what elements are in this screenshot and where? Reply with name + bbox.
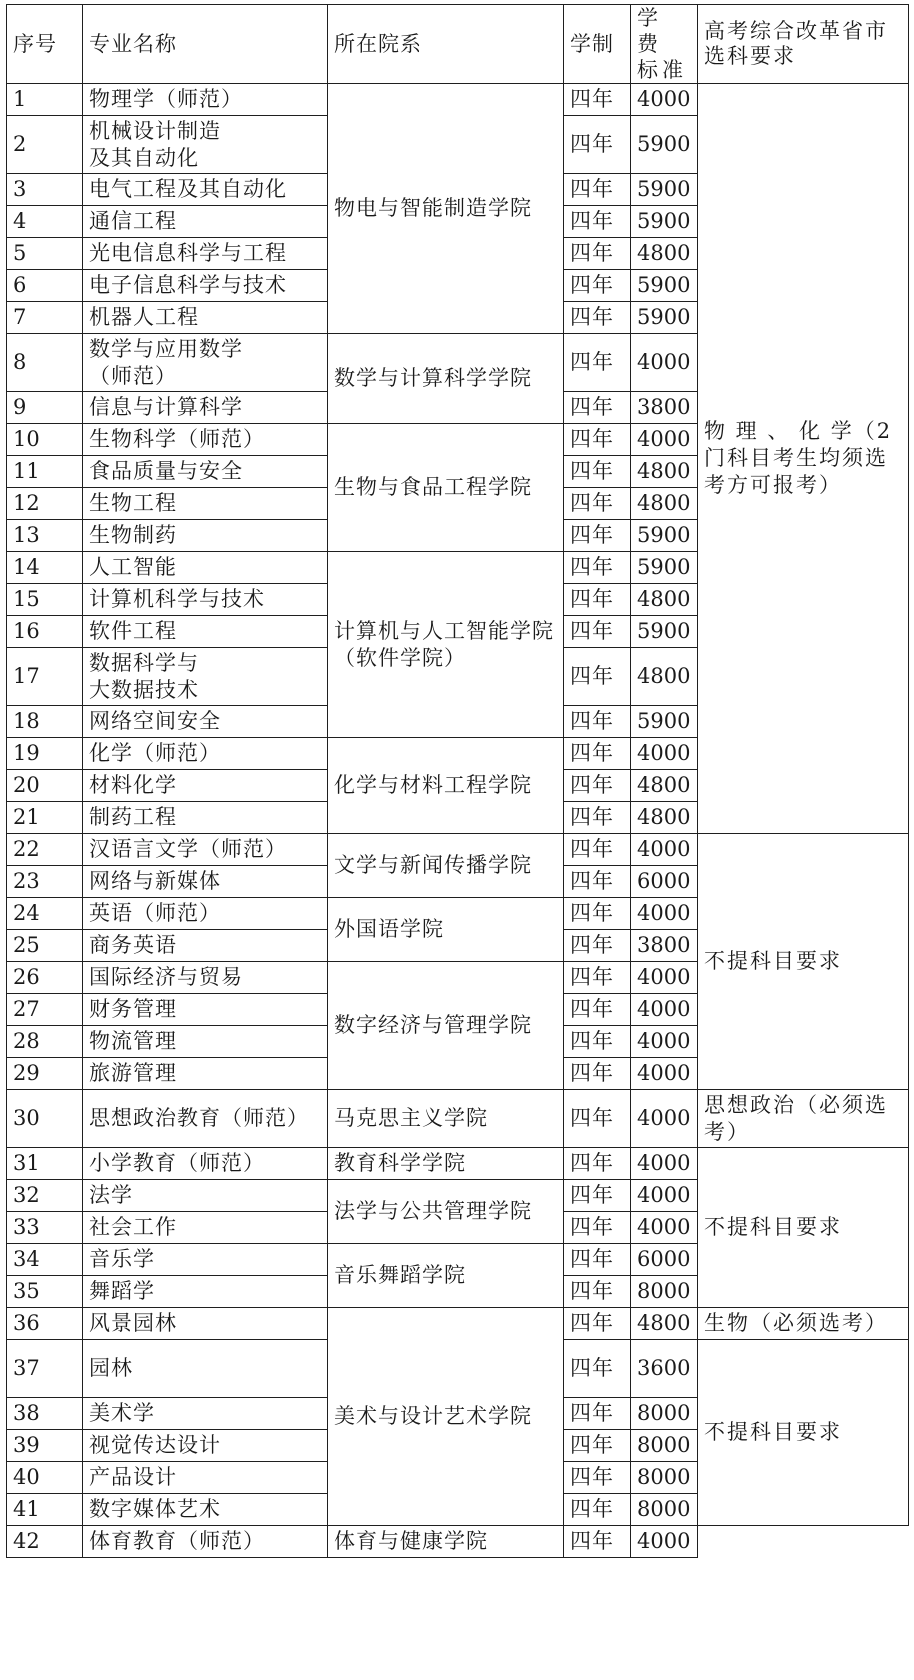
fee-cell: 5900 xyxy=(631,706,698,738)
seq-cell: 29 xyxy=(7,1058,83,1090)
requirement-cell: 不提科目要求 xyxy=(698,1340,909,1526)
major-cell: 食品质量与安全 xyxy=(83,456,328,488)
major-cell: 风景园林 xyxy=(83,1308,328,1340)
dept-cell: 美术与设计艺术学院 xyxy=(328,1308,564,1526)
duration-cell: 四年 xyxy=(564,424,631,456)
header-row xyxy=(7,5,909,84)
fee-cell: 5900 xyxy=(631,552,698,584)
duration-cell: 四年 xyxy=(564,302,631,334)
major-cell: 信息与计算科学 xyxy=(83,392,328,424)
fee-cell: 4000 xyxy=(631,962,698,994)
fee-cell: 5900 xyxy=(631,174,698,206)
major-cell: 网络与新媒体 xyxy=(83,866,328,898)
duration-cell: 四年 xyxy=(564,1340,631,1398)
fee-cell: 4800 xyxy=(631,238,698,270)
major-cell: 物理学（师范） xyxy=(83,84,328,116)
dept-cell: 体育与健康学院 xyxy=(328,1526,564,1558)
duration-cell: 四年 xyxy=(564,1494,631,1526)
seq-cell: 15 xyxy=(7,584,83,616)
fee-cell: 4000 xyxy=(631,1148,698,1180)
major-cell: 通信工程 xyxy=(83,206,328,238)
duration-cell: 四年 xyxy=(564,1430,631,1462)
table-row xyxy=(7,1526,909,1558)
seq-cell: 1 xyxy=(7,84,83,116)
fee-cell: 4000 xyxy=(631,1090,698,1148)
table-row xyxy=(7,84,909,116)
header-duration: 学制 xyxy=(564,5,631,84)
fee-cell: 5900 xyxy=(631,616,698,648)
fee-cell: 4000 xyxy=(631,84,698,116)
fee-cell: 4000 xyxy=(631,1212,698,1244)
fee-cell: 8000 xyxy=(631,1430,698,1462)
duration-cell: 四年 xyxy=(564,1148,631,1180)
major-cell: 数字媒体艺术 xyxy=(83,1494,328,1526)
fee-cell: 4000 xyxy=(631,738,698,770)
seq-cell: 9 xyxy=(7,392,83,424)
duration-cell: 四年 xyxy=(564,1090,631,1148)
seq-cell: 3 xyxy=(7,174,83,206)
duration-cell: 四年 xyxy=(564,648,631,706)
fee-cell: 4800 xyxy=(631,1308,698,1340)
seq-cell: 23 xyxy=(7,866,83,898)
fee-cell: 8000 xyxy=(631,1494,698,1526)
major-cell: 生物工程 xyxy=(83,488,328,520)
dept-cell: 文学与新闻传播学院 xyxy=(328,834,564,898)
majors-table xyxy=(6,4,909,1558)
major-cell: 软件工程 xyxy=(83,616,328,648)
seq-cell: 35 xyxy=(7,1276,83,1308)
header-seq: 序号 xyxy=(7,5,83,84)
fee-cell: 5900 xyxy=(631,116,698,174)
seq-cell: 18 xyxy=(7,706,83,738)
seq-cell: 37 xyxy=(7,1340,83,1398)
duration-cell: 四年 xyxy=(564,834,631,866)
major-cell: 生物制药 xyxy=(83,520,328,552)
dept-cell: 音乐舞蹈学院 xyxy=(328,1244,564,1308)
duration-cell: 四年 xyxy=(564,392,631,424)
duration-cell: 四年 xyxy=(564,584,631,616)
fee-cell: 4000 xyxy=(631,994,698,1026)
header-fee: 学 费 标准 xyxy=(631,5,698,84)
fee-cell: 3600 xyxy=(631,1340,698,1398)
fee-cell: 5900 xyxy=(631,302,698,334)
fee-cell: 6000 xyxy=(631,1244,698,1276)
requirement-cell: 生物（必须选考） xyxy=(698,1308,909,1340)
major-cell: 人工智能 xyxy=(83,552,328,584)
major-cell: 财务管理 xyxy=(83,994,328,1026)
fee-cell: 8000 xyxy=(631,1398,698,1430)
seq-cell: 40 xyxy=(7,1462,83,1494)
duration-cell: 四年 xyxy=(564,1308,631,1340)
fee-cell: 5900 xyxy=(631,270,698,302)
major-cell: 园林 xyxy=(83,1340,328,1398)
duration-cell: 四年 xyxy=(564,802,631,834)
duration-cell: 四年 xyxy=(564,270,631,302)
duration-cell: 四年 xyxy=(564,552,631,584)
major-cell: 数据科学与 大数据技术 xyxy=(83,648,328,706)
seq-cell: 26 xyxy=(7,962,83,994)
fee-cell: 4800 xyxy=(631,488,698,520)
fee-cell: 4000 xyxy=(631,1180,698,1212)
seq-cell: 2 xyxy=(7,116,83,174)
dept-cell: 法学与公共管理学院 xyxy=(328,1180,564,1244)
fee-cell: 3800 xyxy=(631,392,698,424)
dept-cell: 化学与材料工程学院 xyxy=(328,738,564,834)
fee-cell: 5900 xyxy=(631,206,698,238)
fee-cell: 8000 xyxy=(631,1276,698,1308)
major-cell: 旅游管理 xyxy=(83,1058,328,1090)
duration-cell: 四年 xyxy=(564,174,631,206)
table-row xyxy=(7,1308,909,1340)
major-cell: 思想政治教育（师范） xyxy=(83,1090,328,1148)
requirement-cell: 思想政治（必须选考） xyxy=(698,1090,909,1148)
duration-cell: 四年 xyxy=(564,1058,631,1090)
major-cell: 生物科学（师范） xyxy=(83,424,328,456)
fee-cell: 4000 xyxy=(631,1026,698,1058)
fee-cell: 4800 xyxy=(631,456,698,488)
seq-cell: 42 xyxy=(7,1526,83,1558)
fee-cell: 4000 xyxy=(631,834,698,866)
major-cell: 电子信息科学与技术 xyxy=(83,270,328,302)
major-cell: 材料化学 xyxy=(83,770,328,802)
major-cell: 社会工作 xyxy=(83,1212,328,1244)
duration-cell: 四年 xyxy=(564,706,631,738)
fee-cell: 4800 xyxy=(631,648,698,706)
seq-cell: 34 xyxy=(7,1244,83,1276)
duration-cell: 四年 xyxy=(564,238,631,270)
fee-cell: 6000 xyxy=(631,866,698,898)
requirement-cell: 物 理 、 化 学（2门科目考生均须选考方可报考） xyxy=(698,84,909,834)
duration-cell: 四年 xyxy=(564,1026,631,1058)
seq-cell: 30 xyxy=(7,1090,83,1148)
fee-cell: 4800 xyxy=(631,770,698,802)
seq-cell: 8 xyxy=(7,334,83,392)
seq-cell: 36 xyxy=(7,1308,83,1340)
major-cell: 数学与应用数学 （师范） xyxy=(83,334,328,392)
dept-cell: 马克思主义学院 xyxy=(328,1090,564,1148)
major-cell: 音乐学 xyxy=(83,1244,328,1276)
fee-cell: 5900 xyxy=(631,520,698,552)
duration-cell: 四年 xyxy=(564,616,631,648)
major-cell: 化学（师范） xyxy=(83,738,328,770)
table-row xyxy=(7,1090,909,1148)
duration-cell: 四年 xyxy=(564,1276,631,1308)
major-cell: 物流管理 xyxy=(83,1026,328,1058)
duration-cell: 四年 xyxy=(564,116,631,174)
fee-cell: 4000 xyxy=(631,424,698,456)
header-requirement: 高考综合改革省市选科要求 xyxy=(698,5,909,84)
major-cell: 小学教育（师范） xyxy=(83,1148,328,1180)
header-major: 专业名称 xyxy=(83,5,328,84)
major-cell: 汉语言文学（师范） xyxy=(83,834,328,866)
major-cell: 制药工程 xyxy=(83,802,328,834)
table-row xyxy=(7,1148,909,1180)
seq-cell: 28 xyxy=(7,1026,83,1058)
seq-cell: 32 xyxy=(7,1180,83,1212)
requirement-cell: 不提科目要求 xyxy=(698,1148,909,1308)
seq-cell: 5 xyxy=(7,238,83,270)
duration-cell: 四年 xyxy=(564,930,631,962)
major-cell: 商务英语 xyxy=(83,930,328,962)
seq-cell: 38 xyxy=(7,1398,83,1430)
duration-cell: 四年 xyxy=(564,770,631,802)
major-cell: 计算机科学与技术 xyxy=(83,584,328,616)
seq-cell: 21 xyxy=(7,802,83,834)
major-cell: 视觉传达设计 xyxy=(83,1430,328,1462)
seq-cell: 41 xyxy=(7,1494,83,1526)
duration-cell: 四年 xyxy=(564,334,631,392)
seq-cell: 12 xyxy=(7,488,83,520)
seq-cell: 27 xyxy=(7,994,83,1026)
seq-cell: 11 xyxy=(7,456,83,488)
dept-cell: 教育科学学院 xyxy=(328,1148,564,1180)
seq-cell: 31 xyxy=(7,1148,83,1180)
seq-cell: 14 xyxy=(7,552,83,584)
duration-cell: 四年 xyxy=(564,866,631,898)
seq-cell: 10 xyxy=(7,424,83,456)
seq-cell: 17 xyxy=(7,648,83,706)
header-dept: 所在院系 xyxy=(328,5,564,84)
seq-cell: 13 xyxy=(7,520,83,552)
major-cell: 舞蹈学 xyxy=(83,1276,328,1308)
seq-cell: 7 xyxy=(7,302,83,334)
fee-cell: 4800 xyxy=(631,802,698,834)
fee-cell: 8000 xyxy=(631,1462,698,1494)
duration-cell: 四年 xyxy=(564,206,631,238)
major-cell: 网络空间安全 xyxy=(83,706,328,738)
seq-cell: 24 xyxy=(7,898,83,930)
seq-cell: 33 xyxy=(7,1212,83,1244)
seq-cell: 22 xyxy=(7,834,83,866)
major-cell: 国际经济与贸易 xyxy=(83,962,328,994)
major-cell: 美术学 xyxy=(83,1398,328,1430)
major-cell: 机器人工程 xyxy=(83,302,328,334)
fee-cell: 4000 xyxy=(631,1526,698,1558)
duration-cell: 四年 xyxy=(564,1244,631,1276)
seq-cell: 25 xyxy=(7,930,83,962)
dept-cell: 外国语学院 xyxy=(328,898,564,962)
major-cell: 法学 xyxy=(83,1180,328,1212)
duration-cell: 四年 xyxy=(564,962,631,994)
duration-cell: 四年 xyxy=(564,1398,631,1430)
duration-cell: 四年 xyxy=(564,898,631,930)
seq-cell: 39 xyxy=(7,1430,83,1462)
major-cell: 体育教育（师范） xyxy=(83,1526,328,1558)
duration-cell: 四年 xyxy=(564,488,631,520)
table-body xyxy=(7,84,909,1558)
fee-cell: 4800 xyxy=(631,584,698,616)
duration-cell: 四年 xyxy=(564,1462,631,1494)
major-cell: 产品设计 xyxy=(83,1462,328,1494)
seq-cell: 19 xyxy=(7,738,83,770)
seq-cell: 4 xyxy=(7,206,83,238)
duration-cell: 四年 xyxy=(564,456,631,488)
duration-cell: 四年 xyxy=(564,1526,631,1558)
duration-cell: 四年 xyxy=(564,520,631,552)
seq-cell: 6 xyxy=(7,270,83,302)
duration-cell: 四年 xyxy=(564,994,631,1026)
duration-cell: 四年 xyxy=(564,738,631,770)
fee-cell: 4000 xyxy=(631,898,698,930)
major-cell: 光电信息科学与工程 xyxy=(83,238,328,270)
dept-cell: 数学与计算科学学院 xyxy=(328,334,564,424)
dept-cell: 数字经济与管理学院 xyxy=(328,962,564,1090)
dept-cell: 计算机与人工智能学院（软件学院） xyxy=(328,552,564,738)
fee-cell: 4000 xyxy=(631,334,698,392)
dept-cell: 物电与智能制造学院 xyxy=(328,84,564,334)
duration-cell: 四年 xyxy=(564,84,631,116)
major-cell: 电气工程及其自动化 xyxy=(83,174,328,206)
duration-cell: 四年 xyxy=(564,1180,631,1212)
major-cell: 机械设计制造 及其自动化 xyxy=(83,116,328,174)
fee-cell: 4000 xyxy=(631,1058,698,1090)
table-row xyxy=(7,834,909,866)
fee-cell: 3800 xyxy=(631,930,698,962)
seq-cell: 16 xyxy=(7,616,83,648)
major-cell: 英语（师范） xyxy=(83,898,328,930)
seq-cell: 20 xyxy=(7,770,83,802)
dept-cell: 生物与食品工程学院 xyxy=(328,424,564,552)
requirement-cell: 不提科目要求 xyxy=(698,834,909,1090)
duration-cell: 四年 xyxy=(564,1212,631,1244)
